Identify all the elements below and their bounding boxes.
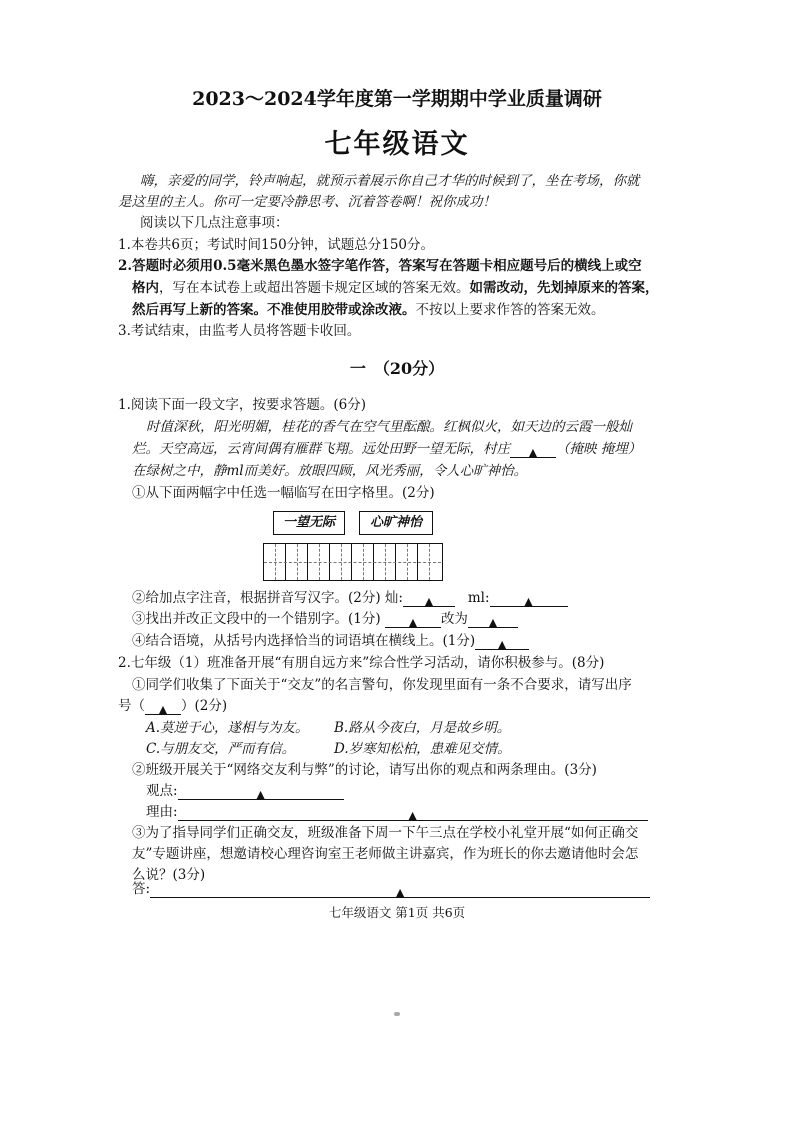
- answer-mark: ▲: [524, 595, 533, 608]
- grid-guide: [407, 544, 408, 580]
- q1-passage-2b: （掩映 掩埋）: [556, 441, 642, 457]
- q1-passage-1: 时值深秋，阳光明媚，桂花的香气在空气里酝酿。红枫似火，如天边的云霞一般灿: [146, 419, 632, 435]
- q2-blank-option[interactable]: [145, 700, 181, 715]
- q2-sub-2: ②班级开展关于“网络交友利与弊”的讨论，请写出你的观点和两条理由。(3分): [132, 762, 597, 778]
- viewpoint-label: 观点:: [146, 783, 178, 799]
- answer-mark: ▲: [488, 616, 498, 629]
- q1-passage-2: [132, 440, 641, 458]
- grid-guide: [341, 544, 342, 580]
- grid-guide: [385, 544, 386, 580]
- answer-mark: ▲: [408, 616, 418, 629]
- answer-mark: ▲: [528, 446, 538, 459]
- answer-label: 答:: [132, 881, 151, 897]
- notice-1: 1.本卷共6页；考试时间150分钟，试题总分150分。: [118, 237, 435, 253]
- tianzige-grid[interactable]: [263, 543, 443, 581]
- intro-greeting-2: 是这里的主人。你可一定要冷静思考、沉着答卷啊！祝你成功！: [118, 194, 496, 210]
- q2-sub-3c: 么说？(3分): [132, 867, 206, 883]
- q1-blank-pinyin[interactable]: [403, 592, 455, 607]
- notice-2c: [132, 301, 605, 319]
- notice-2b-bold: 格内: [132, 280, 159, 296]
- q2-sub-1a: ①同学们收集了下面关于“交友”的名言警句，你发现里面有一条不合要求，请写出序: [132, 677, 632, 693]
- q2-option-c: C.与朋友交，严而有信。: [146, 741, 296, 757]
- q2-viewpoint: [146, 782, 344, 800]
- answer-mark: ▲: [497, 638, 507, 651]
- exam-title: 2023～2024学年度第一学期期中学业质量调研: [192, 88, 602, 110]
- answer-mark: ▲: [256, 788, 265, 801]
- answer-mark: ▲: [424, 595, 434, 608]
- notice-2b-rest: ，写在本试卷上或超出答题卡规定区域的答案无效。: [159, 280, 470, 296]
- reason-answer-line[interactable]: [178, 806, 648, 821]
- q1-sub-3-text: ③找出并改正文段中的一个错别字。(1分): [132, 611, 381, 627]
- scan-speck: [394, 1012, 400, 1016]
- q2-option-d: D.岁寒知松柏，患难见交情。: [334, 741, 511, 757]
- q1-blank-wrong-char[interactable]: [385, 613, 441, 628]
- page-footer: 七年级语文 第1页 共6页: [328, 905, 466, 920]
- q2-reason: [146, 803, 648, 821]
- answer-mark: ▲: [395, 886, 405, 899]
- notice-2b: [132, 279, 659, 297]
- answer-mark: ▲: [408, 809, 417, 822]
- q1-stem: 1.阅读下面一段文字，按要求答题。(6分): [118, 397, 367, 413]
- q1-sub-3-change: 改为: [440, 611, 468, 627]
- q2-answer: [132, 880, 650, 898]
- q1-blank-hanzi[interactable]: [490, 592, 568, 607]
- q1-passage-2a: 烂。天空高远，云宵间偶有雁群飞翔。远处田野一望无际，村庄: [132, 441, 510, 457]
- notice-2c-bold: 然后再写上新的答案。不准使用胶带或涂改液。: [132, 302, 416, 318]
- grid-midline: [264, 562, 441, 563]
- q1-blank-correct-char[interactable]: [468, 613, 518, 628]
- reason-label: 理由:: [146, 804, 178, 820]
- q1-sub-4-text: ④结合语境，从括号内选择恰当的词语填在横线上。(1分): [132, 633, 476, 649]
- q2-sub-3b: 友”专题讲座，想邀请校心理咨询室王老师做主讲嘉宾，作为班长的你去邀请他时会怎: [132, 846, 639, 862]
- section-1-heading: 一 （20分）: [349, 359, 445, 378]
- q1-sub-3: [132, 610, 518, 628]
- grid-guide: [275, 544, 276, 580]
- subject-title: 七年级语文: [324, 129, 470, 160]
- q1-sub-2-ml: ml:: [467, 590, 490, 606]
- q2-stem: 2.七年级（1）班准备开展“有朋自远方来”综合性学习活动，请你积极参与。(8分): [118, 655, 605, 671]
- notice-3: 3.考试结束，由监考人员将答题卡收回。: [118, 323, 361, 339]
- q2-sub-3a: ③为了指导同学们正确交友，班级准备下周一下午三点在学校小礼堂开展“如何正确交: [132, 825, 639, 841]
- q1-sub-1: ①从下面两幅字中任选一幅临写在田字格里。(2分): [132, 485, 435, 501]
- grid-guide: [363, 544, 364, 580]
- q1-sub-4: [132, 632, 529, 650]
- q1-passage-3: 在绿树之中，静ml而美好。放眼四顾，风光秀丽，令人心旷神怡。: [132, 463, 528, 479]
- q2-sub-1b: [118, 697, 227, 715]
- notice-2c-rest: 不按以上要求作答的答案无效。: [415, 302, 605, 318]
- q1-sub-2-text: ②给加点字注音，根据拼音写汉字。(2分) 灿:: [132, 590, 403, 606]
- grid-guide: [429, 544, 430, 580]
- notice-2b-tail: 如需改动，先划掉原来的答案，: [469, 280, 659, 296]
- q1-blank-choice[interactable]: [475, 635, 529, 650]
- q2-sub-1b-post: ）(2分): [181, 698, 228, 714]
- grid-guide: [319, 544, 320, 580]
- intro-greeting-1: 嗨，亲爱的同学，铃声响起，就预示着展示你自己才华的时候到了，坐在考场，你就: [140, 173, 640, 189]
- notice-2a: 2.答题时必须用0.5毫米黑色墨水签字笔作答，答案写在答题卡相应题号后的横线上或空: [118, 258, 642, 274]
- calligraphy-sample-b: 心旷神怡: [359, 511, 433, 535]
- grid-guide: [297, 544, 298, 580]
- answer-line[interactable]: [150, 883, 650, 898]
- q1-blank-word[interactable]: [510, 443, 556, 458]
- q2-option-b: B.路从今夜白，月是故乡明。: [334, 720, 511, 736]
- answer-mark: ▲: [158, 703, 168, 716]
- calligraphy-sample-a: 一望无际: [273, 511, 345, 535]
- q2-option-a: A.莫逆于心，遂相与为友。: [146, 720, 309, 736]
- viewpoint-answer-line[interactable]: [178, 785, 344, 800]
- q2-sub-1b-pre: 号（: [118, 698, 145, 714]
- notice-heading: 阅读以下几点注意事项：: [140, 215, 289, 231]
- q1-sub-2: [132, 589, 568, 607]
